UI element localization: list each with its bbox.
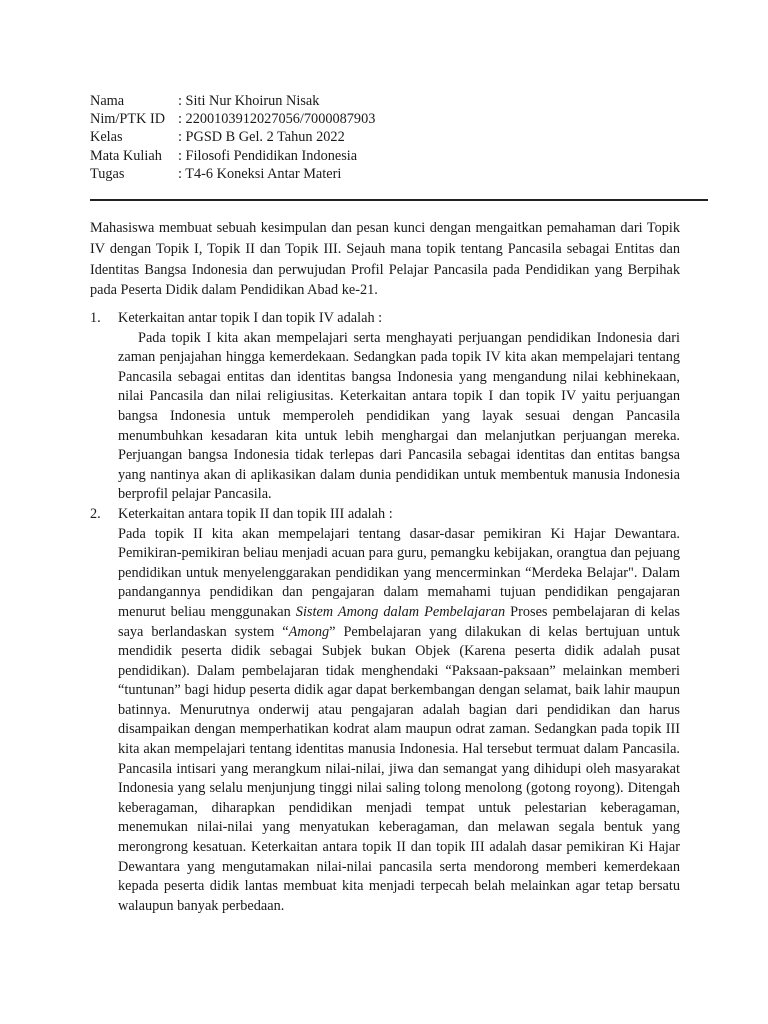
body-italic-text: Among bbox=[288, 623, 330, 640]
answer-list bbox=[90, 309, 680, 916]
item-title: Keterkaitan antara topik II dan topik III adalah : bbox=[118, 505, 393, 522]
info-label: Kelas bbox=[90, 129, 123, 146]
list-item bbox=[90, 309, 680, 505]
body-italic-text: Sistem Among dalam Pembelajaran bbox=[295, 603, 506, 620]
info-label: Nim/PTK ID bbox=[90, 111, 166, 128]
info-value: : Siti Nur Khoirun Nisak bbox=[178, 93, 320, 109]
info-value: : Filosofi Pendidikan Indonesia bbox=[178, 147, 358, 164]
info-label: Mata Kuliah bbox=[90, 147, 162, 164]
item-body: Pada topik I kita akan mempelajari serta menghayati perjuangan pendidikan Indonesia dari zaman penjajahan hingga kemerdekaan. Sedangkan pada topik IV kita akan mempelajari tentang Pancasila sebagai entitas dan identitas bangsa Indonesia yang mengandung nilai kebhinekaan, nilai Pancasila dan nilai religiusitas. Keterkaitan antara topik I dan topik IV yaitu perjuangan bangsa Indonesia untuk memperoleh pendidikan yang layak sesuai dengan Pancasila menumbuhkan kesadaran kita untuk lebih menghargai dan melanjutkan perjuangan mereka. Perjuangan bangsa Indonesia tidak terlepas dari Pancasila sebagai identitas dan entitas bangsa yang nantinya akan di aplikasikan dalam dunia pendidikan untuk membentuk manusia Indonesia berprofil pelajar Pancasila. bbox=[118, 329, 680, 503]
info-label: Tugas bbox=[90, 165, 125, 182]
list-item bbox=[90, 505, 680, 916]
item-number: 2. bbox=[90, 505, 101, 522]
info-row-mata-kuliah bbox=[90, 147, 375, 165]
header-divider bbox=[90, 199, 708, 201]
body-text: Pada topik II kita akan mempelajari tentang dasar-dasar pemikiran Ki Hajar Dewantara. Pemikiran-pemikiran beliau menjadi acuan para guru, pemangku kebijakan, orangtua dan pejuang pendidikan untuk menyelenggarakan pendidikan yang mencerminkan “Merdeka Belajar". Dalam pandangannya pendidikan dan pengajaran dalam memahami tujuan pendidikan pengajaran menurut beliau menggunakan bbox=[118, 525, 680, 620]
info-row-nim bbox=[90, 110, 375, 128]
info-value: : T4-6 Koneksi Antar Materi bbox=[178, 165, 342, 182]
item-number: 1. bbox=[90, 310, 101, 326]
info-value: : PGSD B Gel. 2 Tahun 2022 bbox=[178, 129, 345, 146]
assignment-prompt: Mahasiswa membuat sebuah kesimpulan dan pesan kunci dengan mengaitkan pemahaman dari Topik IV dengan Topik I, Topik II dan Topik III. Sejauh mana topik tentang Pancasila sebagai Entitas dan Identitas Bangsa Indonesia dan perwujudan Profil Pelajar Pancasila pada Pendidikan yang Berpihak pada Peserta Didik dalam Pendidikan Abad ke-21. bbox=[90, 220, 680, 299]
item-title: Keterkaitan antar topik I dan topik IV adalah : bbox=[118, 310, 383, 326]
body-text: ” Pembelajaran yang dilakukan di kelas bertujuan untuk mendidik peserta didik sebagai Subjek bukan Objek (Karena peserta didik adalah pusat pendidikan). Dalam pembelajaran tidak menghendaki “Paksaan-paksaan” melainkan memberi “tuntunan” bagi hidup peserta didik agar dapat berkembangan dengan selamat, baik lahir maupun batinnya. Menurutnya onderwij atau pengajaran adalah bagian dari pendidikan dan harus disampaikan dengan memperhatikan kodrat alam maupun odrat zaman. Sedangkan pada topik III kita akan mempelajari tentang identitas manusia Indonesia. Hal tersebut termuat dalam Pancasila. Pancasila intisari yang merangkum nilai-nilai, jiwa dan semangat yang dihidupi oleh masyarakat Indonesia yang selalu menjunjung tinggi nilai saling tolong menolong (gotong royong). Ditengah keberagaman, diharapkan pendidikan menjadi tempat untuk pelestarian keberagaman, menemukan nilai-nilai yang menyatukan keberagaman, dan melawan segala bentuk yang merongrong kesatuan. Keterkaitan antara topik II dan topik III adalah dasar pemikiran Ki Hajar Dewantara yang mengutamakan nilai-nilai pancasila serta mendorong memberi kemerdekaan kepada peserta didik lantas membuat kita menjadi terpecah belah melainkan agar tetap bersatu walaupun banyak perbedaan. bbox=[118, 623, 680, 914]
student-info-table bbox=[90, 92, 375, 183]
info-row-tugas bbox=[90, 165, 375, 183]
item-body bbox=[118, 525, 680, 917]
info-row-nama bbox=[90, 92, 375, 110]
body-text: Proses pembelajaran di kelas saya berlandaskan system “ bbox=[118, 603, 680, 640]
info-row-kelas bbox=[90, 128, 375, 146]
info-value: : 2200103912027056/7000087903 bbox=[178, 111, 376, 128]
info-label: Nama bbox=[90, 93, 125, 109]
